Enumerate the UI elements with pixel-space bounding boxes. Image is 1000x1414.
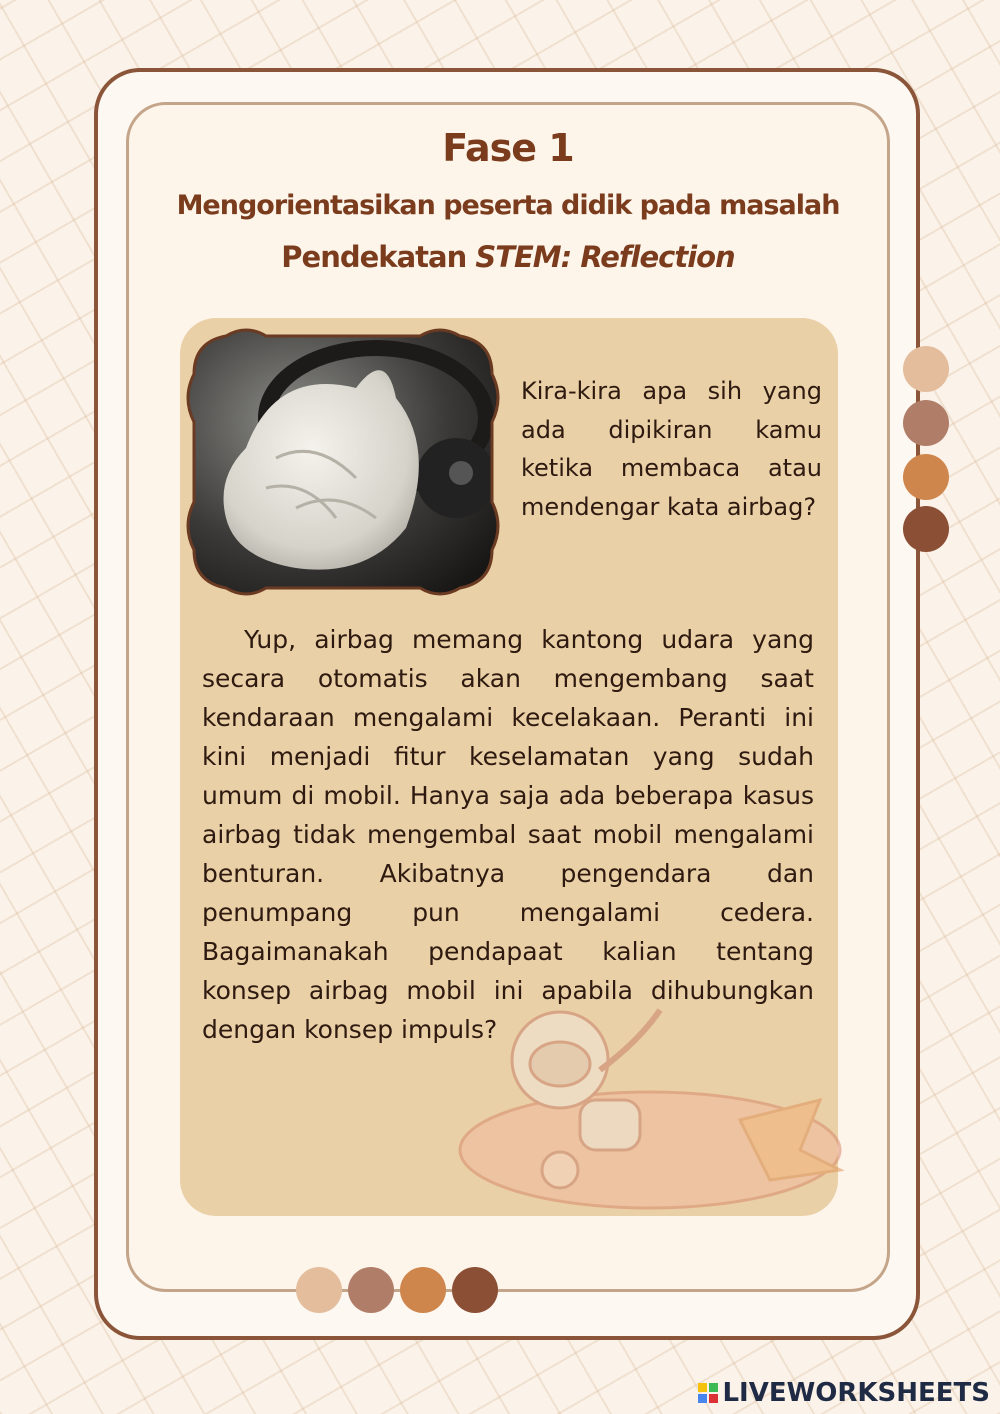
page-title: Fase 1 [442, 126, 574, 170]
side-color-dots [902, 346, 950, 554]
approach-heading [126, 240, 890, 274]
color-dot [903, 346, 949, 392]
approach-prefix: Pendekatan [281, 240, 476, 274]
color-dot [903, 506, 949, 552]
airbag-photo [186, 328, 500, 596]
brand-name: LIVEWORKSHEETS [722, 1378, 990, 1408]
page-subtitle: Mengorientasikan peserta didik pada masalah [176, 190, 840, 221]
astronaut-rocket-illustration [440, 1000, 850, 1216]
color-dot [903, 454, 949, 500]
color-dot [400, 1267, 446, 1313]
color-dot [296, 1267, 342, 1313]
intro-question: Kira-kira apa sih yang ada dipikiran kamu ketika membaca atau mendengar kata airbag? [521, 377, 822, 521]
color-dot [452, 1267, 498, 1313]
liveworksheets-logo[interactable] [698, 1378, 990, 1408]
approach-stem-label: STEM: Reflection [475, 240, 735, 274]
body-paragraph: Yup, airbag memang kantong udara yang secara otomatis akan mengembang saat kendaraan mengalami kecelakaan. Peranti ini kini menjadi fitur keselamatan yang sudah umum di mobil. Hanya saja ada beberapa kasus airbag tidak mengembal saat mobil mengalami benturan. Akibatnya pengendara dan penumpang pun mengalami cedera. Bagaimanakah pendapaat kalian tentang konsep airbag mobil ini apabila dihubungkan dengan konsep impuls? [202, 625, 814, 1044]
logo-icon [698, 1383, 718, 1403]
bottom-color-dots [296, 1266, 502, 1314]
color-dot [348, 1267, 394, 1313]
color-dot [903, 400, 949, 446]
